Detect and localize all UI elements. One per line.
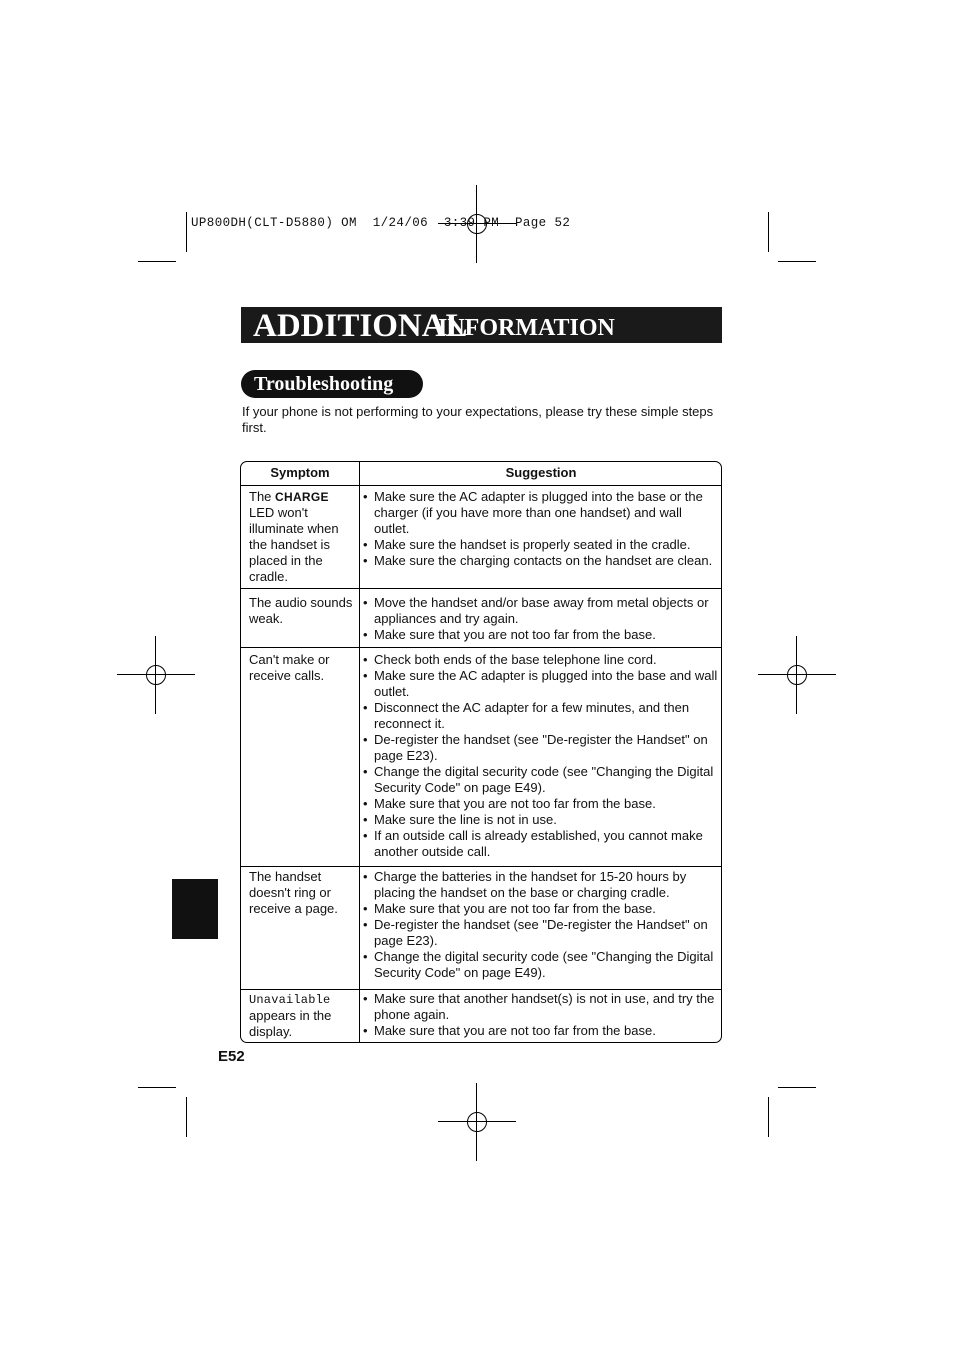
suggestion-item: • Check both ends of the base telephone line cord.	[363, 652, 718, 668]
crop-mark	[186, 1097, 187, 1137]
charge-key-label: CHARGE	[275, 490, 329, 504]
registration-mark-bottom	[438, 1083, 516, 1161]
column-divider	[359, 462, 360, 1042]
suggestion-item: • Make sure that you are not too far from the base.	[363, 901, 718, 917]
suggestion-item: • Disconnect the AC adapter for a few minutes, and then reconnect it.	[363, 700, 718, 732]
chapter-tab-marker	[172, 879, 218, 939]
suggestion-list	[363, 652, 718, 860]
suggestion-item: • Make sure that you are not too far from the base.	[363, 796, 718, 812]
page-number: E52	[218, 1048, 245, 1065]
suggestion-item: • Move the handset and/or base away from metal objects or appliances and try again.	[363, 595, 718, 627]
suggestion-item: • Make sure that you are not too far from the base.	[363, 627, 718, 643]
suggestion-item: • Make sure the charging contacts on the handset are clean.	[363, 553, 718, 569]
symptom-cell: The handset doesn't ring or receive a page.	[249, 869, 338, 916]
header-symptom: Symptom	[270, 465, 330, 480]
row-divider	[241, 485, 721, 486]
suggestion-list	[363, 869, 718, 981]
suggestion-item: • De-register the handset (see "De-register the Handset" on page E23).	[363, 917, 718, 949]
chapter-title-bar	[241, 307, 722, 343]
row-divider	[241, 647, 721, 648]
crop-mark	[186, 212, 187, 252]
print-slug: UP800DH(CLT-D5880) OM 1/24/06 3:39 PM Page 52	[191, 216, 571, 230]
section-heading: Troubleshooting	[241, 370, 423, 398]
suggestion-item: • Change the digital security code (see "Changing the Digital Security Code" on page E49).	[363, 949, 718, 981]
symptom-text: appears in the display.	[249, 1008, 332, 1039]
registration-mark-right	[758, 636, 836, 714]
suggestion-item: • Make sure the AC adapter is plugged into the base or the charger (if you have more than one handset) and wall outlet.	[363, 489, 718, 537]
row-divider	[241, 866, 721, 867]
header-suggestion: Suggestion	[505, 465, 577, 480]
suggestion-item: • Make sure the handset is properly seated in the cradle.	[363, 537, 718, 553]
suggestion-list	[363, 991, 718, 1039]
suggestion-item: • Make sure the line is not in use.	[363, 812, 718, 828]
symptom-cell: The audio sounds weak.	[249, 595, 353, 626]
symptom-text: The	[249, 489, 272, 504]
suggestion-item: • If an outside call is already established, you cannot make another outside call.	[363, 828, 718, 860]
suggestion-item: • Make sure that you are not too far from the base.	[363, 1023, 718, 1039]
suggestion-item: • Change the digital security code (see "Changing the Digital Security Code" on page E49).	[363, 764, 718, 796]
symptom-cell	[249, 991, 357, 1040]
intro-text: If your phone is not performing to your expectations, please try these simple steps first.	[242, 404, 714, 435]
crop-mark	[778, 261, 816, 262]
suggestion-list	[363, 595, 718, 643]
chapter-title-small: INFORMATION	[438, 315, 615, 341]
symptom-cell	[249, 489, 357, 585]
suggestion-item: • Charge the batteries in the handset for 15-20 hours by placing the handset on the base or charging cradle.	[363, 869, 718, 901]
suggestion-item: • Make sure the AC adapter is plugged into the base and wall outlet.	[363, 668, 718, 700]
lcd-display-text: Unavailable	[249, 993, 331, 1007]
symptom-cell: Can't make or receive calls.	[249, 652, 330, 683]
suggestion-item: • De-register the handset (see "De-register the Handset" on page E23).	[363, 732, 718, 764]
crop-mark	[138, 261, 176, 262]
row-divider	[241, 989, 721, 990]
suggestion-list	[363, 489, 718, 569]
crop-mark	[768, 1097, 769, 1137]
registration-mark-left	[117, 636, 195, 714]
suggestion-item: • Make sure that another handset(s) is not in use, and try the phone again.	[363, 991, 718, 1023]
row-divider	[241, 588, 721, 589]
troubleshooting-table	[240, 461, 722, 1043]
crop-mark	[138, 1087, 176, 1088]
chapter-title-big: ADDITIONAL	[253, 308, 468, 344]
crop-mark	[778, 1087, 816, 1088]
symptom-text: LED won't illuminate when the handset is placed in the cradle.	[249, 505, 339, 584]
crop-mark	[768, 212, 769, 252]
